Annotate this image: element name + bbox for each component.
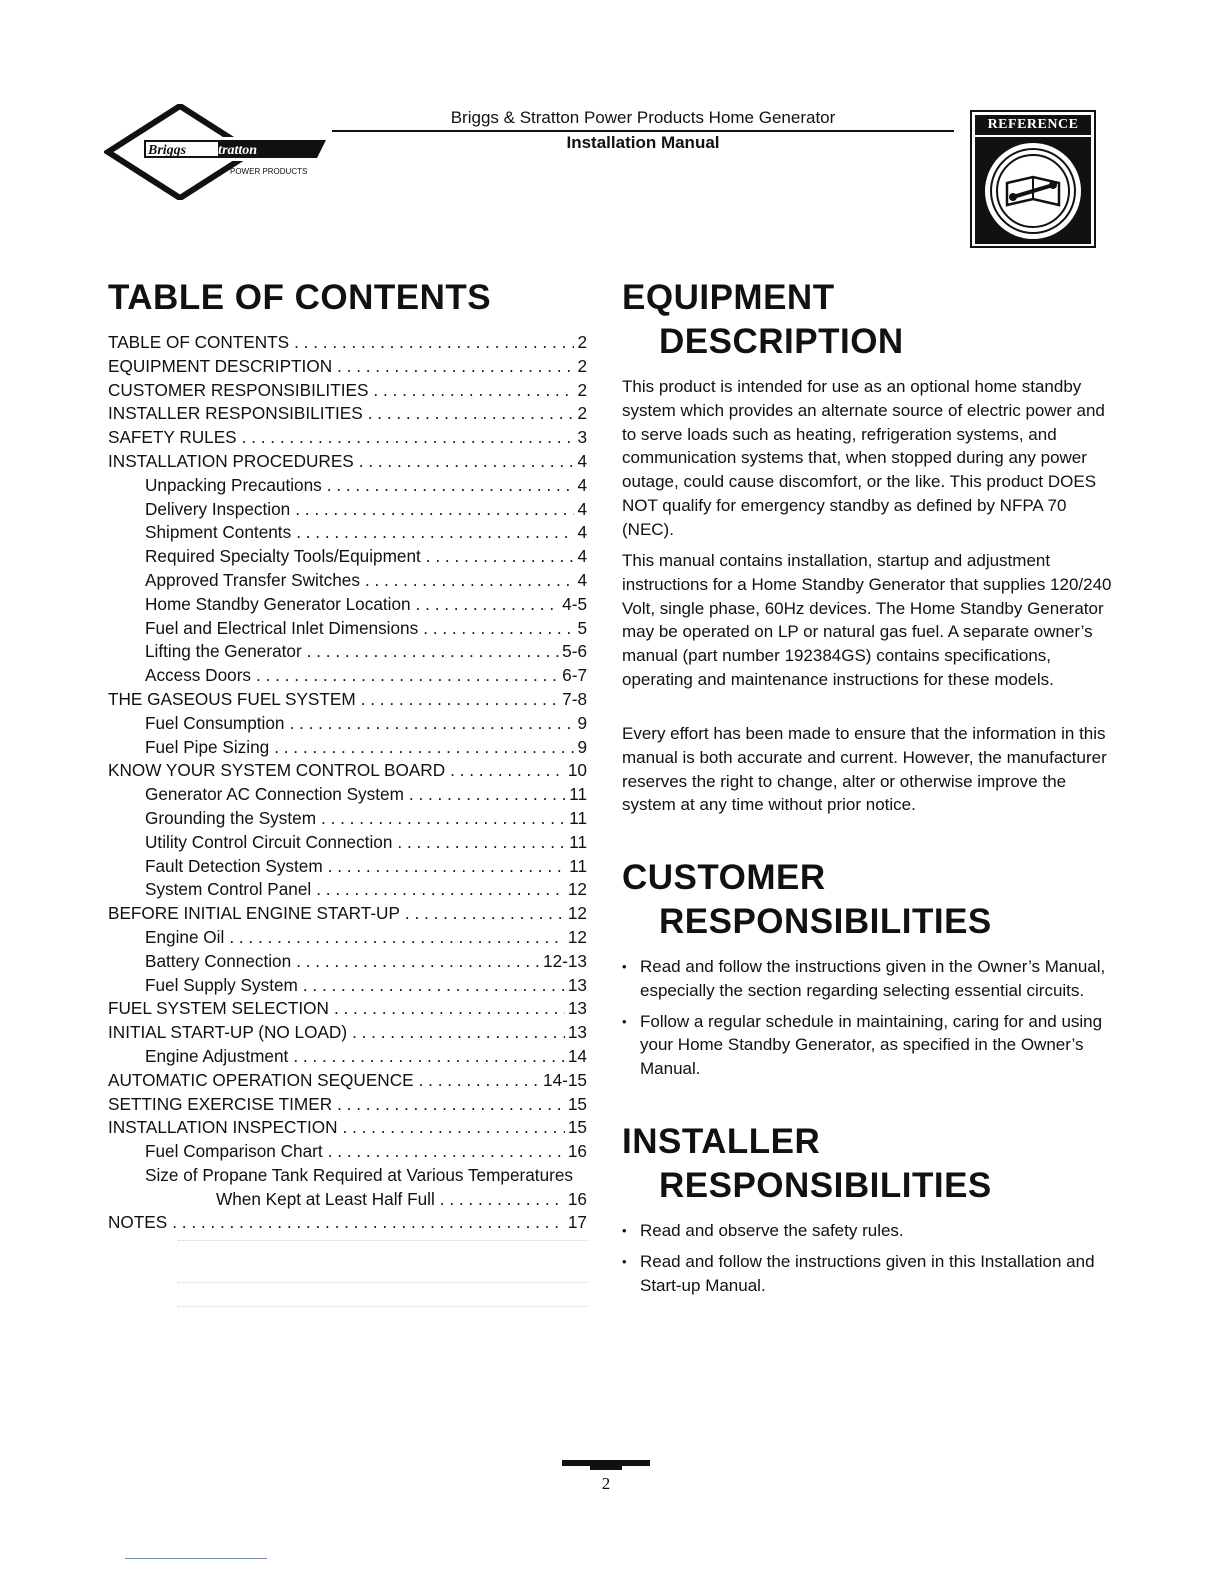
toc-entry-title: Home Standby Generator Location	[145, 593, 411, 614]
page-number-bar-base	[590, 1466, 622, 1470]
toc-entry	[108, 521, 587, 545]
toc-entry-page: 15	[567, 1117, 587, 1138]
header-product-line: Briggs & Stratton Power Products Home Generator	[450, 108, 836, 127]
toc-entry-page: 5-6	[562, 641, 587, 662]
customer-heading-line1: CUSTOMER	[622, 858, 826, 897]
toc-entry-page: 14-15	[543, 1069, 587, 1090]
toc-entry-title: Shipment Contents	[145, 522, 292, 543]
toc-leader-dots	[307, 640, 559, 664]
toc-entry-title: Access Doors	[145, 665, 252, 686]
toc-entry-title: Battery Connection	[145, 950, 292, 971]
toc-leader-dots	[365, 569, 574, 593]
toc-entry-title: Fuel Pipe Sizing	[145, 736, 270, 757]
toc-leader-dots	[328, 855, 566, 879]
faint-rule	[178, 1306, 588, 1307]
faint-rule	[178, 1282, 588, 1283]
toc-entry	[108, 855, 587, 879]
toc-entry	[108, 950, 587, 974]
toc-entry-page: 2	[577, 379, 587, 400]
toc-entry	[108, 1045, 587, 1069]
toc-entry	[108, 974, 587, 998]
customer-bullet-list	[622, 955, 1112, 1088]
toc-entry-title: Lifting the Generator	[145, 641, 302, 662]
toc-entry-page: 14	[567, 1045, 587, 1066]
equipment-heading	[622, 276, 904, 364]
toc-entry-page: 4	[577, 546, 587, 567]
toc-entry-page: 12	[567, 926, 587, 947]
toc-entry	[108, 902, 587, 926]
toc-leader-dots	[328, 1140, 565, 1164]
toc-entry-title: Fuel Comparison Chart	[145, 1141, 323, 1162]
toc-entry-title: CUSTOMER RESPONSIBILITIES	[108, 379, 369, 400]
toc-entry	[108, 1093, 587, 1117]
toc-entry	[108, 1188, 587, 1212]
toc-leader-dots	[450, 759, 565, 783]
toc-entry	[108, 759, 587, 783]
customer-bullet: • Follow a regular schedule in maintaining, caring for and using your Home Standby Generator, as specified in the Owner’s Manual.	[622, 1010, 1112, 1081]
toc-entry	[108, 736, 587, 760]
svg-text:POWER PRODUCTS: POWER PRODUCTS	[230, 167, 308, 176]
toc-entry-title: Unpacking Precautions	[145, 474, 322, 495]
toc-leader-dots	[293, 1045, 565, 1069]
equipment-paragraph-1: This product is intended for use as an optional home standby system which provides an alternate source of electric power and to serve loads such as heating, refrigeration systems, and communication systems that, when stopped during any power outage, could cause discomfort, or the like. This product DOES NOT qualify for emergency standby as defined by NFPA 70 (NEC).	[622, 377, 1105, 539]
toc-entry-title: Engine Adjustment	[145, 1045, 289, 1066]
equipment-paragraph-3: Every effort has been made to ensure that the information in this manual is both accurate and current. However, the manufacturer reserves the right to change, alter or otherwise improve the system at any time without prior notice.	[622, 724, 1107, 815]
equipment-heading-line1: EQUIPMENT	[622, 278, 835, 317]
toc-entry-page: 2	[577, 355, 587, 376]
toc-leader-dots	[419, 1069, 540, 1093]
toc-leader-dots	[373, 379, 574, 403]
toc-entry-title: EQUIPMENT DESCRIPTION	[108, 355, 333, 376]
toc-entry-page: 13	[567, 998, 587, 1019]
toc-heading: TABLE OF CONTENTS	[108, 278, 492, 317]
toc-entry-page: 11	[569, 855, 587, 876]
toc-entry-page: 7-8	[562, 688, 587, 709]
toc-entry	[108, 569, 587, 593]
installer-heading-line2: RESPONSIBILITIES	[659, 1166, 992, 1205]
toc-entry-title: INSTALLATION PROCEDURES	[108, 450, 354, 471]
toc-entry-title: THE GASEOUS FUEL SYSTEM	[108, 688, 356, 709]
toc-leader-dots	[409, 783, 566, 807]
toc-entry-title: Required Specialty Tools/Equipment	[145, 546, 421, 567]
toc-entry	[108, 1164, 587, 1188]
toc-entry	[108, 450, 587, 474]
toc-leader-dots	[359, 450, 575, 474]
svg-text:& Stratton: & Stratton	[196, 143, 258, 158]
toc-leader-dots	[337, 355, 574, 379]
toc-entry-title: Utility Control Circuit Connection	[145, 831, 393, 852]
link-underline	[125, 1558, 267, 1559]
installer-bullet: • Read and observe the safety rules.	[622, 1219, 1112, 1243]
toc-entry-page: 4	[577, 522, 587, 543]
toc-leader-dots	[440, 1188, 565, 1212]
toc-entry-title: Delivery Inspection	[145, 498, 291, 519]
toc-entry-page: 17	[567, 1212, 587, 1233]
toc-leader-dots	[296, 950, 540, 974]
toc-entry-title: NOTES	[108, 1212, 168, 1233]
toc-entry-page: 11	[569, 784, 587, 805]
toc-entry-title: System Control Panel	[145, 879, 312, 900]
toc-entry-page: 12	[567, 903, 587, 924]
toc-leader-dots	[426, 545, 575, 569]
toc-entry	[108, 997, 587, 1021]
briggs-stratton-logo	[104, 104, 330, 200]
header-manual-title: Installation Manual	[566, 133, 720, 152]
toc-entry-title: FUEL SYSTEM SELECTION	[108, 998, 329, 1019]
toc-entry-title: Generator AC Connection System	[145, 784, 404, 805]
toc-entry-title: INITIAL START-UP (NO LOAD)	[108, 1022, 348, 1043]
toc-entry-page: 6-7	[562, 665, 587, 686]
toc-leader-dots	[295, 498, 574, 522]
toc-entry-page: 4	[577, 569, 587, 590]
toc-entry-page: 10	[567, 760, 587, 781]
toc-entry-page: 16	[567, 1141, 587, 1162]
toc-list	[108, 331, 587, 1235]
svg-text:Briggs: Briggs	[148, 143, 187, 158]
toc-leader-dots	[256, 664, 559, 688]
toc-entry	[108, 831, 587, 855]
toc-entry-title: Engine Oil	[145, 926, 225, 947]
toc-leader-dots	[327, 474, 575, 498]
toc-entry	[108, 640, 587, 664]
toc-entry	[108, 807, 587, 831]
toc-entry-title: INSTALLER RESPONSIBILITIES	[108, 403, 363, 424]
toc-entry	[108, 402, 587, 426]
toc-entry	[108, 926, 587, 950]
toc-leader-dots	[289, 712, 574, 736]
toc-entry-title: Fuel Supply System	[145, 974, 298, 995]
toc-leader-dots	[368, 402, 575, 426]
installer-bullet-list	[622, 1219, 1112, 1304]
toc-entry	[108, 1211, 587, 1235]
reference-label: REFERENCE	[975, 115, 1091, 135]
faint-rule	[178, 1240, 588, 1241]
toc-entry-title: Size of Propane Tank Required at Various Temperatures	[145, 1164, 574, 1185]
customer-heading	[622, 856, 992, 944]
toc-entry-title: INSTALLATION INSPECTION	[108, 1117, 338, 1138]
toc-entry-page: 5	[577, 617, 587, 638]
equipment-heading-line2: DESCRIPTION	[659, 322, 904, 361]
toc-entry-title: SETTING EXERCISE TIMER	[108, 1093, 333, 1114]
toc-entry	[108, 878, 587, 902]
toc-entry-page: 2	[577, 332, 587, 352]
header-rule	[332, 130, 954, 132]
toc-leader-dots	[361, 688, 559, 712]
toc-leader-dots	[296, 521, 574, 545]
toc-leader-dots	[352, 1021, 565, 1045]
toc-leader-dots	[416, 593, 560, 617]
toc-entry	[108, 331, 587, 355]
toc-leader-dots	[294, 331, 574, 355]
toc-entry-page: 4	[577, 474, 587, 495]
toc-leader-dots	[397, 831, 566, 855]
toc-entry-page: 9	[577, 712, 587, 733]
toc-entry-title: Fuel and Electrical Inlet Dimensions	[145, 617, 419, 638]
reference-badge	[970, 110, 1096, 248]
installer-heading-line1: INSTALLER	[622, 1122, 821, 1161]
toc-entry	[108, 474, 587, 498]
toc-entry	[108, 664, 587, 688]
toc-entry	[108, 688, 587, 712]
page-number: 2	[601, 1474, 611, 1493]
toc-leader-dots	[229, 926, 565, 950]
toc-entry-page: 16	[567, 1188, 587, 1209]
toc-entry	[108, 593, 587, 617]
customer-bullet: • Read and follow the instructions given in the Owner’s Manual, especially the section regarding selecting essential circuits.	[622, 955, 1112, 1003]
toc-entry	[108, 617, 587, 641]
toc-entry-title: KNOW YOUR SYSTEM CONTROL BOARD	[108, 760, 446, 781]
toc-entry-page: 11	[569, 831, 587, 852]
toc-entry-title: AUTOMATIC OPERATION SEQUENCE	[108, 1069, 414, 1090]
toc-leader-dots	[303, 974, 565, 998]
toc-leader-dots	[321, 807, 566, 831]
toc-entry-title: Fuel Consumption	[145, 712, 285, 733]
toc-leader-dots	[172, 1211, 565, 1235]
toc-entry-title: Grounding the System	[145, 807, 317, 828]
toc-entry	[108, 783, 587, 807]
toc-entry-page: 4	[577, 450, 587, 471]
toc-entry	[108, 498, 587, 522]
toc-entry-page: 12-13	[543, 950, 587, 971]
toc-entry-page: 9	[577, 736, 587, 757]
toc-leader-dots	[405, 902, 565, 926]
toc-entry	[108, 1021, 587, 1045]
toc-entry-page: 11	[569, 807, 587, 828]
installer-bullet: • Read and follow the instructions given in this Installation and Start-up Manual.	[622, 1250, 1112, 1298]
toc-entry	[108, 545, 587, 569]
toc-entry-page: 2	[577, 403, 587, 424]
toc-entry-title: When Kept at Least Half Full	[216, 1188, 435, 1209]
toc-entry	[108, 355, 587, 379]
toc-entry-title: SAFETY RULES	[108, 427, 237, 448]
toc-entry	[108, 1069, 587, 1093]
toc-entry	[108, 1116, 587, 1140]
toc-entry	[108, 426, 587, 450]
toc-entry	[108, 379, 587, 403]
toc-leader-dots	[334, 997, 565, 1021]
installer-heading	[622, 1120, 992, 1208]
toc-entry-title: Fault Detection System	[145, 855, 323, 876]
toc-entry-title: BEFORE INITIAL ENGINE START-UP	[108, 903, 400, 924]
toc-entry-page: 3	[577, 427, 587, 448]
toc-entry	[108, 712, 587, 736]
toc-entry-page: 12	[567, 879, 587, 900]
toc-entry-page: 4-5	[562, 593, 587, 614]
toc-leader-dots	[316, 878, 565, 902]
toc-leader-dots	[274, 736, 574, 760]
equipment-paragraph-2: This manual contains installation, startup and adjustment instructions for a Home Standby Generator that supplies 120/240 Volt, single phase, 60Hz devices. The Home Standby Generator may be operated on LP or natural gas fuel. A separate owner’s manual (part number 192384GS) contains specifications, operating and maintenance instructions for these models.	[622, 551, 1112, 689]
toc-leader-dots	[242, 426, 575, 450]
toc-leader-dots	[423, 617, 574, 641]
toc-entry-title: TABLE OF CONTENTS	[108, 332, 290, 352]
toc-entry-page: 4	[577, 498, 587, 519]
toc-entry-page: 15	[567, 1093, 587, 1114]
toc-entry-title: Approved Transfer Switches	[145, 569, 360, 590]
toc-entry-page: 13	[567, 974, 587, 995]
toc-leader-dots	[337, 1093, 565, 1117]
reference-book-icon	[975, 137, 1091, 244]
customer-heading-line2: RESPONSIBILITIES	[659, 902, 992, 941]
toc-entry-page: 13	[567, 1022, 587, 1043]
toc-entry	[108, 1140, 587, 1164]
toc-leader-dots	[343, 1116, 565, 1140]
